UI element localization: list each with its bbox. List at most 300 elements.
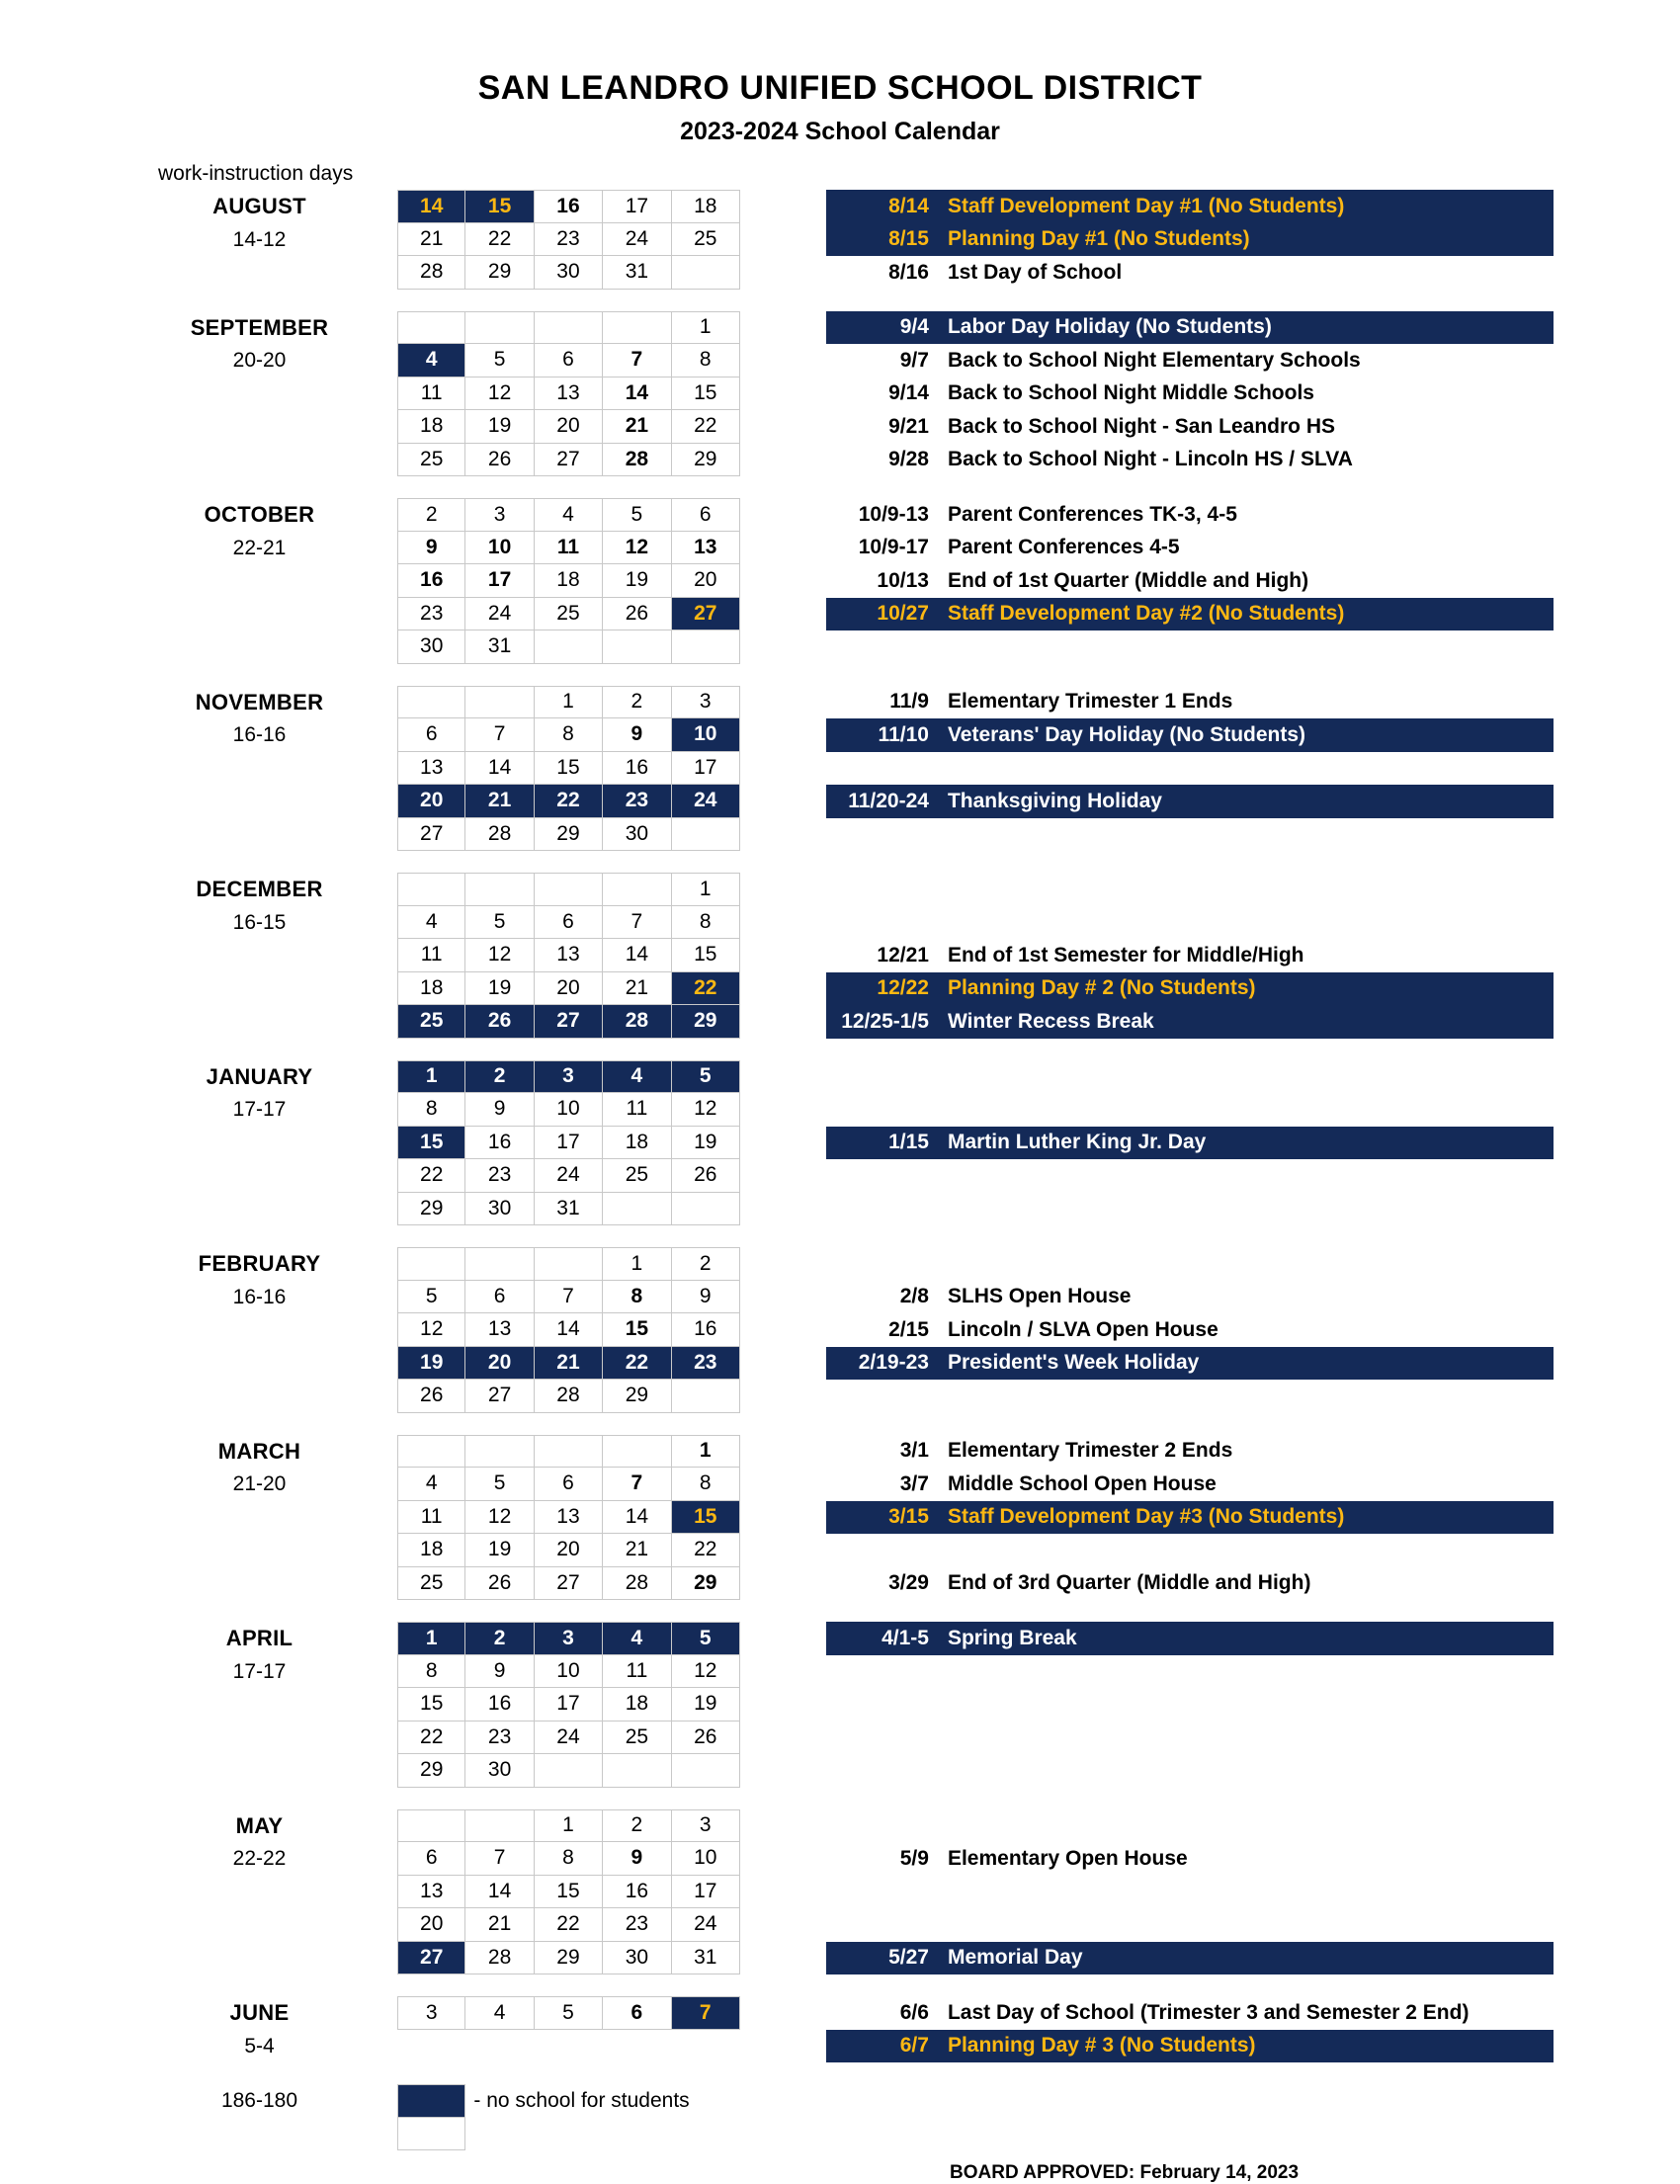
month-row — [138, 1809, 1680, 1975]
event-date: 9/4 — [899, 315, 929, 339]
day-cell: 1 — [397, 1622, 465, 1655]
page-title: SAN LEANDRO UNIFIED SCHOOL DISTRICT — [477, 69, 1203, 107]
work-instruction-days-label: work-instruction days — [158, 162, 354, 185]
day-cell — [672, 818, 740, 852]
calendar-event — [826, 444, 1554, 477]
month-name: SEPTEMBER — [190, 314, 329, 340]
day-cell: 23 — [465, 1159, 534, 1193]
day-cell: 4 — [535, 498, 603, 532]
event-label: Labor Day Holiday (No Students) — [947, 315, 1272, 339]
day-cell: 13 — [465, 1313, 534, 1347]
month-events — [740, 873, 1680, 1039]
day-cell: 28 — [603, 1567, 671, 1601]
calendar-week-row — [397, 1281, 740, 1314]
day-cell: 2 — [465, 1060, 534, 1094]
day-cell: 18 — [535, 564, 603, 598]
day-cell: 4 — [603, 1622, 671, 1655]
month-workdays: 22-22 — [232, 1847, 287, 1870]
event-label: Back to School Night Elementary Schools — [947, 348, 1361, 372]
month-name: AUGUST — [212, 194, 306, 218]
calendar-week-row — [397, 532, 740, 565]
calendar-event — [826, 718, 1554, 752]
day-cell: 7 — [603, 1468, 671, 1501]
legend-label: - no school for students — [473, 2089, 690, 2112]
calendar-event — [826, 1942, 1554, 1975]
calendar-event — [826, 1501, 1554, 1535]
day-cell: 15 — [672, 1501, 740, 1535]
day-cell: 23 — [535, 223, 603, 257]
event-date: 8/16 — [888, 260, 929, 284]
day-cell: 2 — [672, 1247, 740, 1281]
month-events — [740, 1996, 1680, 2062]
day-cell: 24 — [672, 785, 740, 818]
day-cell: 17 — [465, 564, 534, 598]
event-label: Staff Development Day #3 (No Students) — [947, 1505, 1345, 1529]
day-cell: 29 — [672, 1567, 740, 1601]
day-cell: 25 — [603, 1159, 671, 1193]
calendar-week-row — [397, 598, 740, 631]
event-date: 11/10 — [878, 722, 929, 746]
calendar-event — [826, 1842, 1554, 1876]
calendar-event — [826, 1468, 1554, 1501]
month-name: APRIL — [225, 1626, 294, 1650]
calendar-week-row — [397, 1722, 740, 1755]
day-cell: 25 — [672, 223, 740, 257]
month-workdays: 5-4 — [244, 2034, 275, 2058]
day-cell: 21 — [603, 972, 671, 1006]
day-cell: 13 — [535, 378, 603, 411]
event-label: Planning Day # 3 (No Students) — [947, 2034, 1256, 2058]
day-cell: 23 — [603, 785, 671, 818]
no-school-swatch — [397, 2084, 465, 2118]
day-cell: 9 — [397, 532, 465, 565]
day-cell: 19 — [397, 1347, 465, 1381]
day-cell: 16 — [397, 564, 465, 598]
day-cell: 2 — [603, 686, 671, 719]
month-info — [138, 1809, 380, 1876]
event-date: 12/25-1/5 — [841, 1009, 929, 1033]
day-cell: 11 — [603, 1093, 671, 1127]
day-cell — [535, 873, 603, 906]
day-cell: 22 — [535, 785, 603, 818]
event-date: 5/9 — [899, 1846, 929, 1870]
event-label: End of 3rd Quarter (Middle and High) — [947, 1571, 1311, 1595]
calendar-week-row — [397, 378, 740, 411]
day-cell: 8 — [535, 718, 603, 752]
day-cell: 21 — [603, 1534, 671, 1567]
event-date: 3/7 — [899, 1471, 929, 1495]
day-cell: 19 — [603, 564, 671, 598]
day-cell — [397, 873, 465, 906]
month-row — [138, 190, 1680, 290]
day-cell: 5 — [465, 1468, 534, 1501]
event-date: 6/6 — [899, 2000, 929, 2024]
day-cell: 9 — [603, 1842, 671, 1876]
month-name: JANUARY — [206, 1063, 313, 1089]
day-cell: 9 — [672, 1281, 740, 1314]
legend-count: 186-180 — [220, 2089, 298, 2112]
day-cell — [535, 1754, 603, 1788]
event-label: Veterans' Day Holiday (No Students) — [947, 722, 1306, 746]
day-cell: 6 — [465, 1281, 534, 1314]
month-row — [138, 1435, 1680, 1601]
day-cell — [465, 1247, 534, 1281]
day-cell: 19 — [465, 410, 534, 444]
month-info — [138, 873, 380, 939]
event-date: 5/27 — [888, 1946, 929, 1970]
day-cell: 28 — [603, 1005, 671, 1039]
day-cell: 25 — [603, 1722, 671, 1755]
page-header — [0, 0, 1680, 146]
day-cell — [535, 311, 603, 345]
day-cell: 2 — [397, 498, 465, 532]
day-cell: 29 — [672, 444, 740, 477]
day-cell: 13 — [397, 752, 465, 786]
month-row — [138, 686, 1680, 852]
calendar-week-row — [397, 1435, 740, 1469]
event-label: Back to School Night - Lincoln HS / SLVA — [947, 448, 1353, 471]
calendar-grid — [397, 1809, 740, 1975]
calendar-grid — [397, 1247, 740, 1413]
day-cell: 27 — [465, 1380, 534, 1413]
calendar-week-row — [397, 1159, 740, 1193]
day-cell: 7 — [465, 1842, 534, 1876]
month-workdays: 17-17 — [232, 1659, 287, 1683]
day-cell: 19 — [672, 1127, 740, 1160]
day-cell: 5 — [672, 1060, 740, 1094]
day-cell: 9 — [465, 1093, 534, 1127]
month-events — [740, 311, 1680, 477]
day-cell: 25 — [535, 598, 603, 631]
calendar-event — [826, 532, 1554, 565]
event-date: 11/9 — [889, 690, 929, 714]
legend-empty-box — [397, 2118, 465, 2151]
event-date: 11/20-24 — [848, 789, 929, 812]
day-cell: 23 — [465, 1722, 534, 1755]
day-cell: 31 — [603, 256, 671, 290]
calendar-week-row — [397, 1093, 740, 1127]
month-workdays: 20-20 — [232, 349, 287, 372]
day-cell: 28 — [603, 444, 671, 477]
event-label: Elementary Trimester 2 Ends — [947, 1439, 1233, 1463]
month-info — [138, 1060, 380, 1127]
day-cell: 18 — [397, 972, 465, 1006]
day-cell: 6 — [397, 718, 465, 752]
calendar-event — [826, 410, 1554, 444]
day-cell: 11 — [603, 1655, 671, 1689]
calendar-week-row — [397, 873, 740, 906]
day-cell: 16 — [603, 752, 671, 786]
day-cell: 30 — [603, 1942, 671, 1975]
day-cell: 27 — [397, 1942, 465, 1975]
month-workdays: 17-17 — [232, 1098, 287, 1121]
event-label: Parent Conferences TK-3, 4-5 — [947, 502, 1237, 526]
day-cell: 5 — [535, 1996, 603, 2030]
day-cell: 14 — [465, 752, 534, 786]
day-cell: 1 — [672, 873, 740, 906]
day-cell: 5 — [603, 498, 671, 532]
event-date: 6/7 — [899, 2034, 929, 2058]
month-workdays: 22-21 — [232, 536, 287, 559]
day-cell: 17 — [535, 1127, 603, 1160]
day-cell: 24 — [603, 223, 671, 257]
day-cell: 16 — [535, 190, 603, 223]
calendar-week-row — [397, 1942, 740, 1975]
calendar-event — [826, 1435, 1554, 1469]
calendar-event — [826, 1996, 1554, 2030]
day-cell: 14 — [465, 1876, 534, 1909]
day-cell: 1 — [672, 311, 740, 345]
day-cell — [672, 256, 740, 290]
event-label: Back to School Night Middle Schools — [947, 381, 1314, 405]
calendar-week-row — [397, 1247, 740, 1281]
month-info — [138, 311, 380, 378]
calendar-week-row — [397, 630, 740, 664]
day-cell: 6 — [535, 906, 603, 940]
day-cell — [603, 1754, 671, 1788]
calendar-week-row — [397, 1347, 740, 1381]
day-cell: 27 — [535, 444, 603, 477]
month-name: FEBRUARY — [198, 1251, 321, 1276]
day-cell: 8 — [672, 344, 740, 378]
calendar-event — [826, 190, 1554, 223]
day-cell: 30 — [397, 630, 465, 664]
day-cell: 12 — [465, 1501, 534, 1535]
event-date: 3/29 — [888, 1571, 929, 1595]
day-cell: 17 — [672, 1876, 740, 1909]
day-cell: 14 — [603, 939, 671, 972]
day-cell: 22 — [672, 410, 740, 444]
month-name: NOVEMBER — [195, 689, 324, 714]
event-date: 10/9-13 — [858, 502, 929, 526]
day-cell: 16 — [672, 1313, 740, 1347]
month-name: OCTOBER — [204, 502, 315, 527]
calendar-week-row — [397, 1501, 740, 1535]
event-date: 12/22 — [877, 976, 929, 1000]
event-label: Elementary Open House — [947, 1846, 1188, 1870]
calendar-grid — [397, 1435, 740, 1601]
day-cell: 28 — [465, 818, 534, 852]
day-cell: 26 — [465, 444, 534, 477]
day-cell: 22 — [672, 972, 740, 1006]
event-date: 3/1 — [899, 1439, 929, 1463]
day-cell: 4 — [397, 906, 465, 940]
month-info — [138, 1247, 380, 1313]
day-cell: 22 — [535, 1908, 603, 1942]
month-events — [740, 1622, 1680, 1788]
day-cell: 4 — [603, 1060, 671, 1094]
calendar-event — [826, 598, 1554, 631]
month-events — [740, 190, 1680, 290]
month-workdays: 16-16 — [232, 1285, 287, 1308]
calendar-event — [826, 256, 1554, 290]
month-events — [740, 498, 1680, 664]
day-cell: 14 — [535, 1313, 603, 1347]
day-cell: 1 — [603, 1247, 671, 1281]
calendar-week-row — [397, 686, 740, 719]
month-name: MAY — [235, 1812, 284, 1838]
day-cell: 12 — [465, 378, 534, 411]
day-cell: 8 — [672, 1468, 740, 1501]
day-cell: 28 — [535, 1380, 603, 1413]
day-cell: 6 — [535, 344, 603, 378]
day-cell: 25 — [397, 444, 465, 477]
day-cell: 16 — [603, 1876, 671, 1909]
day-cell: 4 — [397, 1468, 465, 1501]
day-cell: 10 — [535, 1093, 603, 1127]
day-cell: 30 — [465, 1754, 534, 1788]
calendar-week-row — [397, 1313, 740, 1347]
day-cell: 14 — [603, 378, 671, 411]
day-cell: 16 — [465, 1688, 534, 1722]
day-cell: 5 — [397, 1281, 465, 1314]
calendar-week-row — [397, 1908, 740, 1942]
day-cell: 28 — [397, 256, 465, 290]
calendar-week-row — [397, 256, 740, 290]
day-cell: 20 — [535, 410, 603, 444]
calendar-week-row — [397, 906, 740, 940]
day-cell: 29 — [535, 818, 603, 852]
day-cell: 26 — [397, 1380, 465, 1413]
day-cell: 3 — [535, 1060, 603, 1094]
day-cell — [535, 1435, 603, 1469]
calendar-week-row — [397, 785, 740, 818]
day-cell: 13 — [672, 532, 740, 565]
calendar-event — [826, 686, 1554, 719]
day-cell: 29 — [465, 256, 534, 290]
day-cell: 19 — [465, 972, 534, 1006]
day-cell: 18 — [603, 1127, 671, 1160]
event-label: Middle School Open House — [947, 1471, 1217, 1495]
day-cell — [672, 1193, 740, 1226]
event-label: Spring Break — [947, 1626, 1077, 1649]
event-date: 10/13 — [877, 568, 929, 592]
calendar-week-row — [397, 410, 740, 444]
day-cell: 24 — [465, 598, 534, 631]
calendar-week-row — [397, 1193, 740, 1226]
event-date: 12/21 — [877, 943, 929, 966]
calendar-event — [826, 1313, 1554, 1347]
day-cell — [672, 1754, 740, 1788]
day-cell: 23 — [672, 1347, 740, 1381]
day-cell: 18 — [397, 410, 465, 444]
event-label: Lincoln / SLVA Open House — [947, 1317, 1218, 1341]
day-cell: 6 — [535, 1468, 603, 1501]
day-cell: 27 — [672, 598, 740, 631]
day-cell: 14 — [397, 190, 465, 223]
day-cell: 8 — [397, 1093, 465, 1127]
day-cell: 10 — [535, 1655, 603, 1689]
event-label: Planning Day # 2 (No Students) — [947, 976, 1256, 1000]
day-cell: 20 — [397, 785, 465, 818]
day-cell: 24 — [535, 1159, 603, 1193]
day-cell: 29 — [397, 1754, 465, 1788]
month-info — [138, 190, 380, 256]
day-cell: 2 — [465, 1622, 534, 1655]
day-cell: 5 — [465, 906, 534, 940]
calendar-event — [826, 1347, 1554, 1381]
calendar-event — [826, 785, 1554, 818]
calendar-week-row — [397, 1842, 740, 1876]
day-cell: 1 — [535, 686, 603, 719]
day-cell: 20 — [535, 972, 603, 1006]
calendar-grid — [397, 1622, 740, 1788]
day-cell: 1 — [672, 1435, 740, 1469]
day-cell: 11 — [535, 532, 603, 565]
day-cell: 31 — [465, 630, 534, 664]
board-approved-note: BOARD APPROVED: February 14, 2023 — [950, 2162, 1300, 2183]
day-cell — [465, 1435, 534, 1469]
legend-boxes — [397, 2084, 465, 2150]
day-cell: 30 — [535, 256, 603, 290]
day-cell: 21 — [397, 223, 465, 257]
month-info — [138, 1622, 380, 1688]
month-info — [138, 498, 380, 564]
day-cell: 31 — [535, 1193, 603, 1226]
calendar-week-row — [397, 564, 740, 598]
day-cell: 13 — [397, 1876, 465, 1909]
event-label: 1st Day of School — [947, 260, 1123, 284]
calendar-week-row — [397, 1127, 740, 1160]
legend — [138, 2084, 1680, 2150]
calendar-week-row — [397, 752, 740, 786]
day-cell: 22 — [397, 1159, 465, 1193]
calendar-week-row — [397, 939, 740, 972]
day-cell: 11 — [397, 939, 465, 972]
day-cell: 29 — [397, 1193, 465, 1226]
day-cell: 29 — [672, 1005, 740, 1039]
calendar-week-row — [397, 1809, 740, 1843]
calendar-week-row — [397, 190, 740, 223]
month-events — [740, 1060, 1680, 1226]
month-workdays: 14-12 — [232, 227, 287, 251]
calendar-event — [826, 223, 1554, 257]
day-cell: 11 — [397, 378, 465, 411]
day-cell: 18 — [672, 190, 740, 223]
event-label: Memorial Day — [947, 1946, 1083, 1970]
day-cell: 6 — [672, 498, 740, 532]
day-cell — [603, 311, 671, 345]
day-cell: 12 — [465, 939, 534, 972]
page-subtitle: 2023-2024 School Calendar — [680, 118, 1000, 145]
calendar-event — [826, 939, 1554, 972]
event-date: 1/15 — [888, 1131, 929, 1154]
event-label: Planning Day #1 (No Students) — [947, 227, 1250, 251]
calendar-week-row — [397, 1380, 740, 1413]
day-cell — [397, 1435, 465, 1469]
calendar-grid — [397, 1996, 740, 2030]
month-info — [138, 1996, 380, 2062]
day-cell: 19 — [672, 1688, 740, 1722]
calendar-event — [826, 1622, 1554, 1655]
day-cell: 8 — [535, 1842, 603, 1876]
day-cell: 7 — [465, 718, 534, 752]
calendar-event — [826, 498, 1554, 532]
calendar-week-row — [397, 223, 740, 257]
calendar-grid — [397, 873, 740, 1039]
day-cell — [397, 1809, 465, 1843]
month-row — [138, 1060, 1680, 1226]
calendar-grid — [397, 190, 740, 290]
day-cell — [535, 630, 603, 664]
day-cell — [535, 1247, 603, 1281]
day-cell: 22 — [397, 1722, 465, 1755]
day-cell: 12 — [397, 1313, 465, 1347]
calendar-week-row — [397, 818, 740, 852]
day-cell: 10 — [672, 1842, 740, 1876]
day-cell — [465, 311, 534, 345]
calendar-event — [826, 1567, 1554, 1601]
